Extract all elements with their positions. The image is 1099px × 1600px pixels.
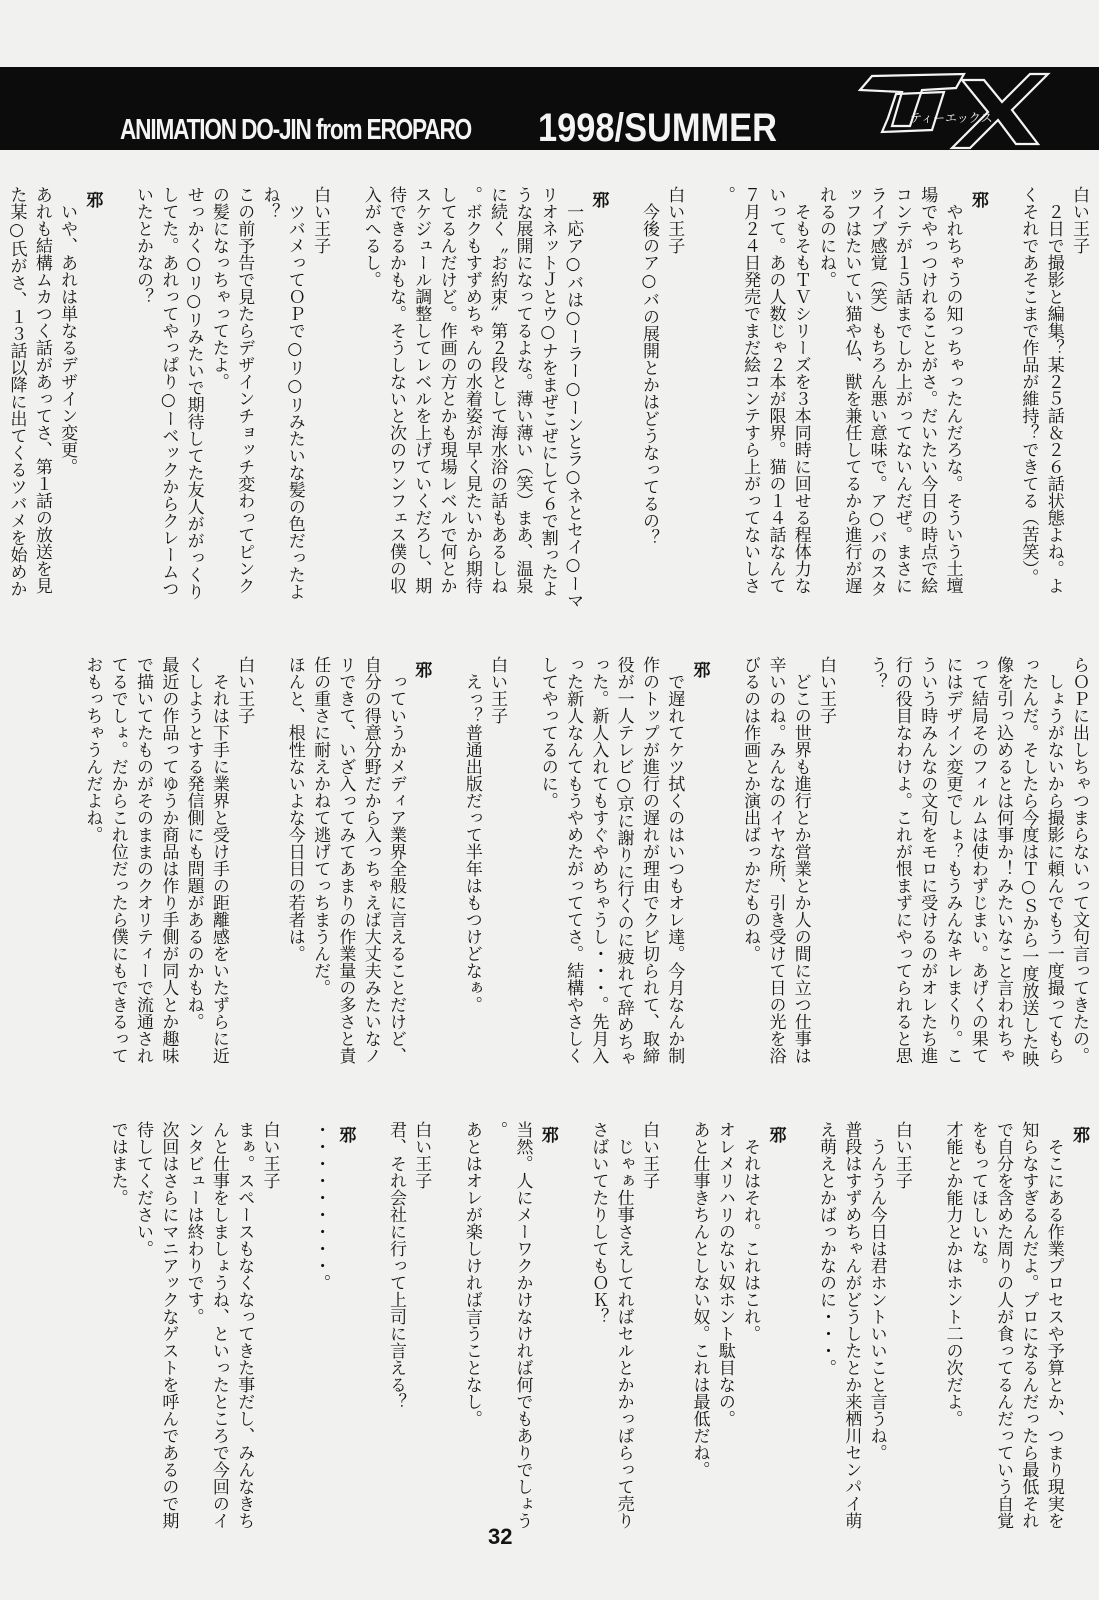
dialogue-line: ッフはたいてい猫や仏、獣を兼任してるから進行が遅	[841, 186, 862, 594]
dialogue-line: って結局そのフィルムは使わずじまい。あげくの果て	[967, 656, 988, 1064]
speaker-name: 白い王子	[234, 656, 255, 724]
dialogue-line: ・・・・・・・・・。	[310, 1121, 331, 1291]
dialogue-line: まぁ。スペースもなくなってきた事だし、みんなきち	[234, 1121, 255, 1529]
dialogue-line: してた。あれってやっぱり○ーベックからクレームつ	[158, 186, 179, 597]
dialogue-block	[130, 186, 332, 606]
dialogue-block	[686, 1121, 787, 1541]
dialogue-line: 才能とか能力とかはホント二の次だよ。	[942, 1121, 963, 1427]
dialogue-line: うな展開になってるよな。薄い薄い（笑）まあ、温泉	[512, 186, 533, 594]
dialogue-block	[459, 1121, 560, 1541]
dialogue-line: 一応ア○バは○ーラー○ーンとラ○ネとセイ○ーマ	[563, 186, 584, 609]
speaker-name: 邪	[335, 1126, 356, 1143]
dialogue-line: いや、あれは単なるデザイン変更。	[57, 186, 78, 475]
dialogue-line: ね？	[259, 186, 280, 220]
dialogue-line: 。ボクもすずめちゃんの水着姿が早く見たいから期待	[461, 186, 482, 594]
dialogue-line: この前予告で見たらデザインチョッチ変わってピンク	[234, 186, 255, 594]
speaker-name: 白い王子	[310, 186, 331, 254]
dialogue-block	[712, 186, 990, 606]
speaker-name: 邪	[537, 1126, 558, 1143]
dialogue-line: ７月２４日発売でまだ絵コンテすら上がってないしさ	[740, 186, 761, 594]
dialogue-line: をもってほしいな。	[967, 1121, 988, 1274]
dialogue-line: 最近の作品ってゆうか商品は作り手側が同人とか趣味	[158, 656, 179, 1064]
dialogue-line: ツバメってＯＰで○リ○リみたいな髪の色だったよ	[284, 186, 305, 600]
dialogue-line: に続く〝お約束〟第２段として海水浴の話もあるしね	[487, 186, 508, 594]
speaker-name: 白い王子	[816, 656, 837, 724]
dialogue-line: 作のトップが進行の遅れが理由でクビ切られて、取締	[638, 656, 659, 1064]
dialogue-block	[939, 1121, 1091, 1541]
dialogue-line: れるのにね。	[816, 186, 837, 288]
speaker-name: 白い王子	[411, 1121, 432, 1189]
dialogue-block	[1015, 186, 1091, 606]
dialogue-line: あとはオレが楽しければ言うことなし。	[461, 1121, 482, 1427]
dialogue-line: ういう時みんなの文句をモロに受けるのがオレたち進	[917, 656, 938, 1064]
dialogue-block	[104, 1121, 281, 1541]
dialogue-line: リできて、いざ入ってみてあまりの作業量の多さと責	[335, 656, 356, 1064]
dialogue-line: してやってるのに。	[537, 656, 558, 809]
dialogue-line: 。	[487, 1121, 508, 1138]
dialogue-line: にはデザイン変更でしょ？もうみんなキレまくり。こ	[942, 656, 963, 1064]
dialogue-line: らＯＰに出しちゃつまらないって文句言ってきたの。	[1069, 656, 1089, 1064]
text-tier-bottom	[104, 1121, 1091, 1541]
dialogue-line: してるんだけど。作画の方とかも現場レベルで何とか	[436, 186, 457, 594]
dialogue-line: の髪になっちゃってたよ。	[208, 186, 229, 390]
dialogue-line: どこの世界も進行とか営業とか人の間に立つ仕事は	[790, 656, 811, 1064]
dialogue-block	[459, 656, 510, 1076]
issue-title: 1998/SUMMER	[538, 106, 777, 150]
dialogue-line: 辛いのね。みんなのイヤな所、引き受けて日の光を浴	[765, 656, 786, 1064]
dialogue-line: えっ？普通出版だって半年はもつけどなぁ。	[461, 656, 482, 1013]
dialogue-line: 役が一人テレビ○京に謝りに行くのに疲れて辞めちゃ	[613, 656, 634, 1067]
dialogue-line: そもそもＴＶシリーズを３本同時に回せる程体力な	[790, 186, 811, 594]
dialogue-block	[863, 656, 1091, 1076]
dialogue-line: え萌えとかばっかなのに・・・。	[816, 1121, 837, 1376]
dialogue-line: 行の役目なわけよ。これが恨まずにやってられると思	[891, 656, 912, 1064]
dialogue-block	[79, 656, 256, 1076]
speaker-name: 邪	[82, 191, 103, 208]
dialogue-line: びるのは作画とか演出ばっかだものね。	[740, 656, 761, 962]
dialogue-line: っていうかメディア業界全般に言えることだけど、	[385, 656, 406, 1064]
dialogue-block	[383, 1121, 434, 1541]
dialogue-block	[282, 656, 434, 1076]
speaker-name: 邪	[411, 661, 432, 678]
dialogue-line: た某○氏がさ、１３話以降に出てくるツバメを始めか	[6, 186, 27, 597]
dialogue-line: うんうん今日は君ホントいいこと言うね。	[866, 1121, 887, 1461]
dialogue-line: それはそれ。これはこれ。	[740, 1121, 761, 1342]
dialogue-line: 待できるかもな。そうしないと次のワンフェス僕の収	[385, 186, 406, 594]
series-title: ANIMATION DO-JIN from EROPARO	[120, 114, 472, 146]
dialogue-line: 当然。人にメーワクかけなければ何でもありでしょう	[512, 1121, 533, 1529]
dialogue-line: せっかく○リ○リみたいで期待してた友人ががっくり	[183, 186, 204, 600]
speaker-name: 白い王子	[664, 186, 685, 254]
page-number: 32	[488, 1524, 513, 1549]
dialogue-line: スケジュール調整してレベルを上げていくだろし、期	[411, 186, 432, 594]
dialogue-line: ンタビューは終わりです。	[183, 1121, 204, 1325]
speaker-name: 邪	[588, 191, 609, 208]
speaker-name: 白い王子	[638, 1121, 659, 1189]
dialogue-line: 君、それ会社に行って上司に言える？	[385, 1121, 406, 1410]
dialogue-block	[534, 656, 711, 1076]
dialogue-block	[357, 186, 610, 609]
dialogue-line: 自分の得意分野だから入っちゃえば大丈夫みたいなノ	[360, 656, 381, 1064]
dialogue-block	[3, 186, 104, 606]
magazine-logo	[852, 68, 1052, 152]
dialogue-line: ではまた。	[107, 1121, 128, 1206]
dialogue-line: ったんだ。そしたら今度はＴ○Ｓから一度放送した映	[1018, 656, 1039, 1067]
speaker-name: 白い王子	[487, 656, 508, 724]
speaker-name: 白い王子	[891, 1121, 912, 1189]
dialogue-line: で自分を含めた周りの人が食ってるんだっていう自覚	[993, 1121, 1014, 1529]
speaker-name: 邪	[967, 191, 988, 208]
logo-kana: ティーエックス	[910, 111, 993, 125]
dialogue-line: 。	[714, 186, 735, 203]
dialogue-line: で遅れてケツ拭くのはいつもオレ達。今月なんか制	[664, 656, 685, 1064]
dialogue-line: それは下手に業界と受け手の距離感をいたずらに近	[208, 656, 229, 1064]
dialogue-line: 待してください。	[133, 1121, 154, 1257]
dialogue-line: そこにある作業プロセスや予算とか、つまり現実を	[1043, 1121, 1064, 1529]
dialogue-line: てるでしょ。だからこれ位だったら僕にもできるって	[107, 656, 128, 1064]
dialogue-line: ライブ感覚（笑）もちろん悪い意味で。ア○バのスタ	[866, 186, 887, 597]
speaker-name: 白い王子	[259, 1121, 280, 1189]
dialogue-line: じゃぁ仕事さえしてればセルとかかっぱらって売り	[613, 1121, 634, 1529]
dialogue-line: ２日で撮影と編集？某２５話＆２６話状態よね。よ	[1043, 186, 1064, 594]
speaker-name: 邪	[689, 661, 710, 678]
dialogue-line: で描いてたものがそのままのクオリティーで流通され	[133, 656, 154, 1064]
dialogue-line: った新人なんてもうやめたがっててさ。結構やさしく	[563, 656, 584, 1064]
dialogue-line: 知らなすぎるんだよ。プロになるんだったら最低それ	[1018, 1121, 1039, 1529]
dialogue-line: くそれであそこまで作品が維持？できてる（苦笑）。	[1018, 186, 1039, 586]
dialogue-line: さばいてたりしてもＯＫ？	[588, 1121, 609, 1325]
dialogue-line: 普段はすずめちゃんがどうしたとか来栖川センパイ萌	[841, 1121, 862, 1529]
dialogue-line: んと仕事をしましょうね、といったところで今回のイ	[208, 1121, 229, 1529]
dialogue-line: リオネットＪとウ○ナをまぜこぜにして６で割ったよ	[537, 186, 558, 597]
dialogue-line: う？	[866, 656, 887, 690]
dialogue-line: 像を引っ込めるとは何事か！みたいなこと言われちゃ	[993, 656, 1014, 1064]
dialogue-line: 次回はさらにマニアックなゲストを呼んであるので期	[158, 1121, 179, 1529]
dialogue-line: やれちゃうの知っちゃったんだろな。そういう土壇	[942, 186, 963, 594]
dialogue-line: 場でやっつけれることがさ。だいたい今日の時点で絵	[917, 186, 938, 594]
speaker-name: 邪	[765, 1126, 786, 1143]
dialogue-line: 入がへるし。	[360, 186, 381, 288]
dialogue-line: オレメリハリのない奴ホント駄目なの。	[714, 1121, 735, 1427]
dialogue-line: 任の重さに耐えかねて逃げてっちまうんだ。	[310, 656, 331, 996]
dialogue-line: おもっちゃうんだよね。	[82, 656, 103, 843]
speaker-name: 白い王子	[1069, 186, 1089, 254]
dialogue-line: 今後のア○バの展開とかはどうなってるの？	[638, 186, 659, 546]
dialogue-line: くしようとする発信側にも問題があるのかもね。	[183, 656, 204, 1030]
dialogue-block	[737, 656, 838, 1076]
dialogue-line: あれも結構ムカつく話があってさ、第１話の放送を見	[31, 186, 52, 594]
dialogue-block	[813, 1121, 914, 1541]
dialogue-line: あと仕事きちんとしない奴。これは最低だね。	[689, 1121, 710, 1478]
dialogue-block	[585, 1121, 661, 1541]
dialogue-line: いって。あの人数じゃ２本が限界。猫の１４話なんて	[765, 186, 786, 594]
dialogue-line: いたとかなの？	[133, 186, 154, 305]
dialogue-line: コンテが１５話までしか上がってないんだぜ。まさに	[891, 186, 912, 594]
text-tier-middle	[79, 656, 1091, 1076]
dialogue-line: ほんと、根性ないよな今日日の若者は。	[284, 656, 305, 962]
dialogue-line: った。新人入れてもすぐやめちゃうし・・・。先月入	[588, 656, 609, 1064]
dialogue-block	[307, 1121, 358, 1541]
speaker-name: 邪	[1069, 1126, 1089, 1143]
dialogue-block	[636, 186, 687, 606]
text-tier-top	[3, 186, 1091, 609]
dialogue-line: しょうがないから撮影に頼んでもう一度撮ってもら	[1043, 656, 1064, 1064]
